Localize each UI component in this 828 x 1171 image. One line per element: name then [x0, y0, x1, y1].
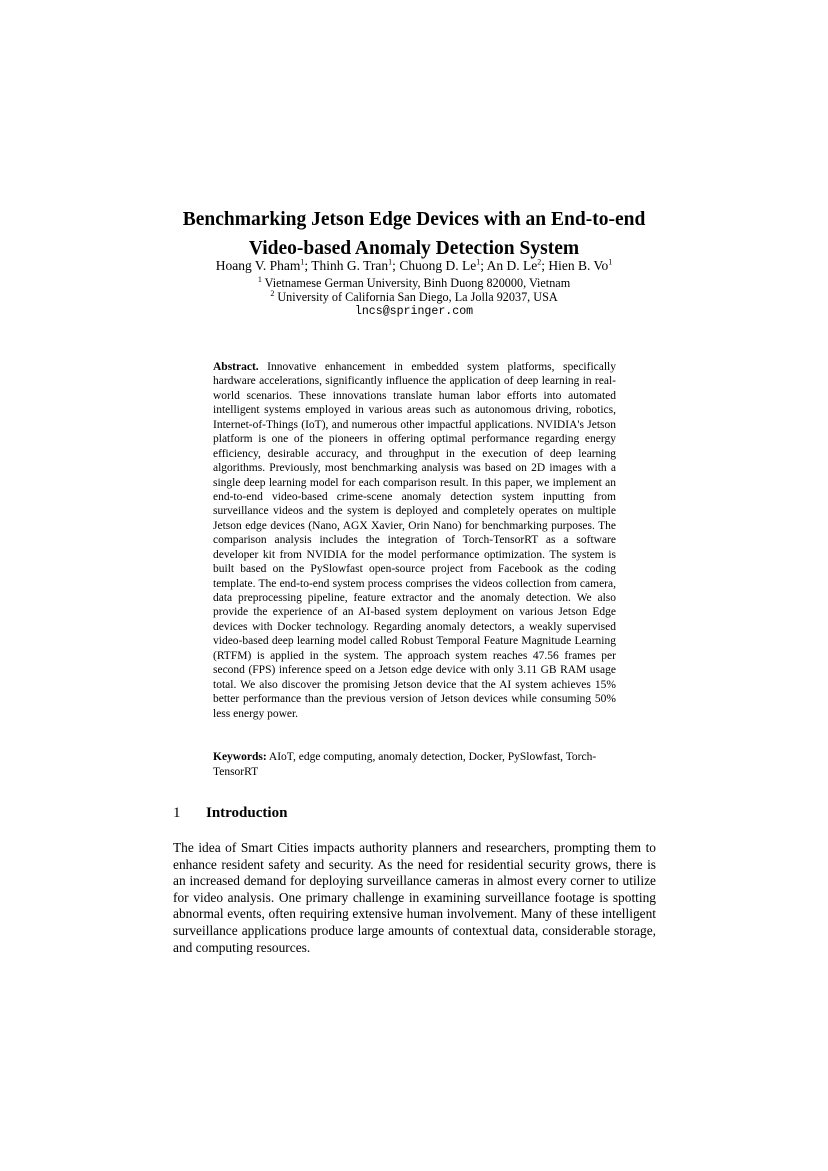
author-list: Hoang V. Pham$^1$; Thinh G. Tran$^1$; Chuong D. Le$^1$; An D. Le$^2$; Hien B. Vo$^1$	[215, 257, 613, 273]
title-line-1: Benchmarking Jetson Edge Devices with an End-to-end	[182, 209, 646, 230]
author-name: Thinh G. Tran	[311, 258, 389, 273]
intro-paragraph: The idea of Smart Cities impacts authority planners and researchers, prompting them to enhance resident safety and security. As the need for residential security grows, there is an increased demand for deploying surveillance cameras in almost every corner to utilize for video analysis. One primary challenge in examining surveillance footage is spotting abnormal events, often requiring extensive human involvement. Many of these intelligent surveillance applications produce large amounts of contextual data, considerable storage, and computing resources.	[173, 840, 656, 955]
author-name: An D. Le	[486, 258, 538, 273]
section-heading	[173, 803, 653, 823]
affiliation-2	[100, 290, 728, 305]
affiliation-mark: 1	[257, 274, 262, 284]
section-title: Introduction	[206, 805, 288, 821]
affiliation-text: Vietnamese German University, Binh Duong 820000, Vietnam	[264, 276, 571, 290]
keywords-block	[213, 750, 616, 779]
author-name: Hien B. Vo	[548, 258, 609, 273]
author-affiliation-mark: 2	[537, 257, 542, 267]
paper-title	[150, 205, 678, 263]
abstract-block	[213, 360, 616, 721]
abstract-label: Abstract.	[213, 361, 259, 373]
affiliation-1	[100, 276, 728, 291]
author-name: Chuong D. Le	[399, 258, 477, 273]
author-affiliation-mark: 1	[608, 257, 613, 267]
author-affiliation-mark: 1	[300, 257, 305, 267]
author-affiliation-mark: 1	[388, 257, 393, 267]
section-number: 1	[173, 805, 181, 821]
abstract-text: Innovative enhancement in embedded system platforms, specifically hardware accelerations, significantly influence the application of deep learning in real-world scenarios. These innovations translate human labor efforts into automated intelligent systems employed in various areas such as autonomous driving, robotics, Internet-of-Things (IoT), and numerous other impactful applications. NVIDIA's Jetson platform is one of the pioneers in offering optimal performance regarding energy efficiency, desirable accuracy, and throughput in the execution of deep learning algorithms. Previously, most benchmarking analysis was based on 2D images with a single deep learning model for each comparison result. In this paper, we implement an end-to-end video-based crime-scene anomaly detection system inputting from surveillance videos and the system is deployed and completely operates on multiple Jetson edge devices (Nano, AGX Xavier, Orin Nano) for benchmarking purposes. The comparison analysis includes the integration of Torch-TensorRT as a software developer kit from NVIDIA for the model performance optimization. The system is built based on the PySlowfast open-source project from Facebook as the coding template. The end-to-end system process comprises the videos collection from camera, data preprocessing pipeline, feature extractor and the anomaly detection. We also provide the experience of an AI-based system deployment on various Jetson Edge devices with Docker technology. Regarding anomaly detectors, a weakly supervised video-based deep learning model called Robust Temporal Feature Magnitude Learning (RTFM) is applied in the system. The approach system reaches 47.56 frames per second (FPS) inference speed on a Jetson edge device with only 3.11 GB RAM usage total. We also discover the promising Jetson device that the AI system achieves 15% better performance than the previous version of Jetson devices while consuming 50% less energy power.	[213, 361, 616, 720]
contact-email: lncs@springer.com	[354, 305, 474, 318]
keywords-label: Keywords:	[213, 751, 267, 763]
title-line-2: Video-based Anomaly Detection System	[248, 238, 580, 259]
keywords-text: AIoT, edge computing, anomaly detection, Docker, PySlowfast, Torch-TensorRT	[213, 751, 597, 778]
author-affiliation-mark: 1	[476, 257, 481, 267]
affiliation-mark: 2	[270, 288, 275, 298]
affiliation-text: University of California San Diego, La Jolla 92037, USA	[277, 290, 558, 304]
author-name: Hoang V. Pham	[215, 258, 301, 273]
